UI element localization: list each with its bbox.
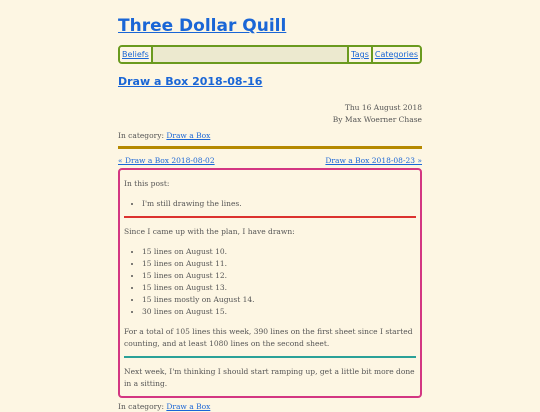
site-title-link[interactable]: Three Dollar Quill [118,16,287,36]
nav-link-tags[interactable]: Tags [347,47,371,62]
list-item: • 15 lines on August 11. [142,258,416,270]
post-category [118,130,422,141]
list-item: • 15 lines mostly on August 14. [142,294,416,306]
top-navigation-bar [118,45,422,64]
closing-paragraph: Next week, I'm thinking I should start ramping up, get a little bit more done in a sitting. [124,367,415,388]
toc-intro: In this post: [124,179,170,188]
list-item: • 30 lines on August 15. [142,306,416,318]
post-pager [118,156,422,166]
footer-category-prefix: In category: [118,402,164,411]
post-title-link[interactable]: Draw a Box 2018-08-16 [118,75,263,88]
site-title [118,0,422,37]
summary-paragraph: For a total of 105 lines this week, 390 lines on the first sheet since I started counting, and at least 1080 lines on the second sheet. [124,327,413,348]
section-divider-teal [124,356,416,358]
section-intro: Since I came up with the plan, I have drawn: [124,227,295,236]
list-item: • 15 lines on August 12. [142,270,416,282]
header-divider [118,146,422,149]
category-prefix: In category: [118,131,164,140]
category-link[interactable]: Draw a Box [166,131,211,140]
toc-item: • I'm still drawing the lines. [142,198,416,210]
post-author: By Max Woerner Chase [332,115,422,124]
post-title [118,75,422,89]
post-content [118,168,422,398]
nav-spacer [153,47,347,62]
footer-category-link[interactable]: Draw a Box [166,402,211,411]
toc-list [124,198,416,210]
section-divider-red [124,216,416,218]
lines-list [124,246,416,318]
nav-link-beliefs[interactable]: Beliefs [120,47,153,62]
page [118,0,422,412]
footer-category [118,401,422,412]
nav-link-categories[interactable]: Categories [371,47,420,62]
next-post-link[interactable]: Draw a Box 2018-08-23 » [325,156,422,165]
post-date: Thu 16 August 2018 [344,103,422,112]
post-meta [118,102,422,126]
list-item: • 15 lines on August 10. [142,246,416,258]
list-item: • 15 lines on August 13. [142,282,416,294]
prev-post-link[interactable]: « Draw a Box 2018-08-02 [118,156,215,165]
